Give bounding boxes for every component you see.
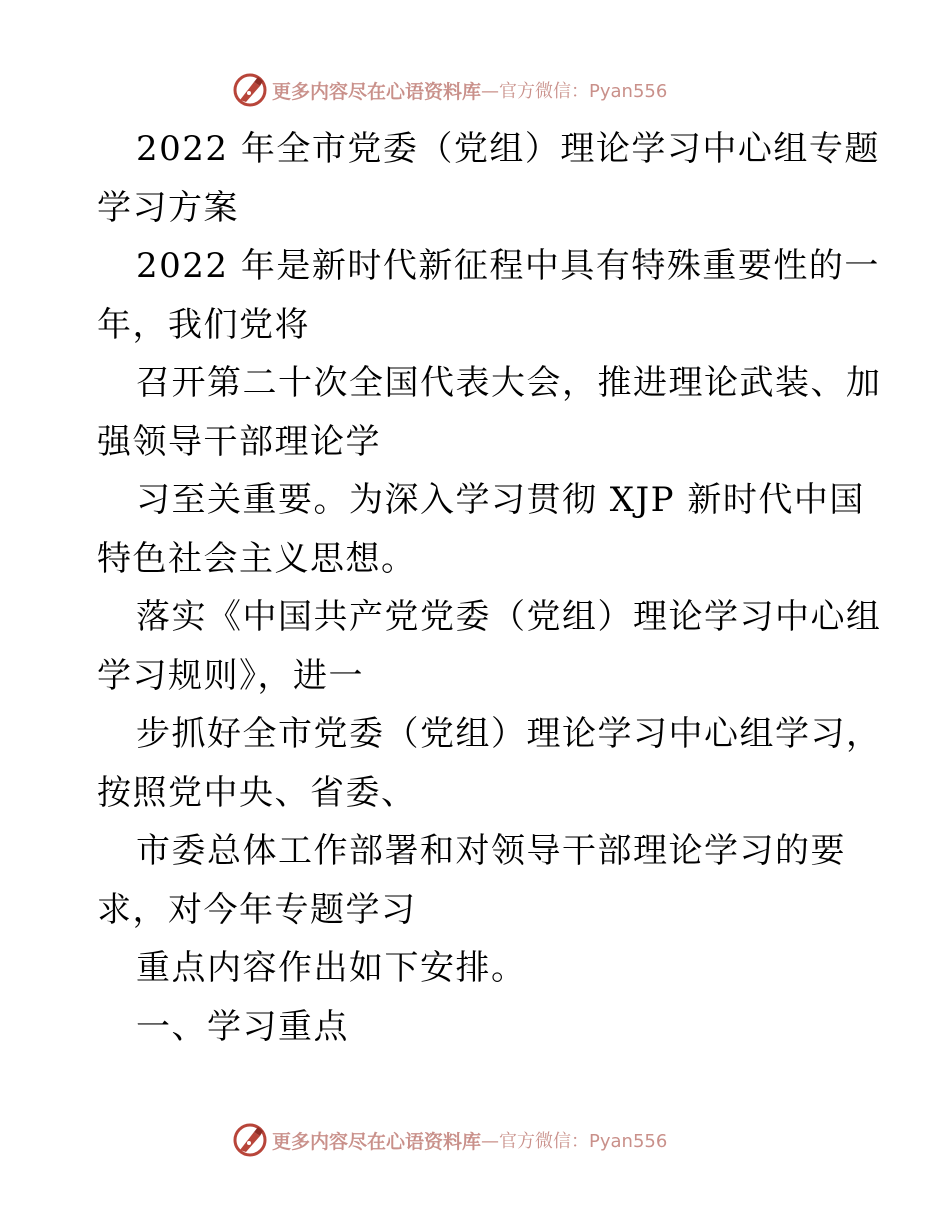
paragraph-line: 习至关重要。为深入学习贯彻 XJP 新时代中国 [136, 480, 865, 520]
section-heading: 一、学习重点 [136, 1006, 349, 1047]
paragraph-line: 特色社会主义思想。 [97, 538, 417, 579]
header-banner [232, 70, 752, 110]
title-line-1: 2022 年全市党委（党组）理论学习中心组专题 [136, 129, 880, 169]
paragraph-line: 年，我们党将 [97, 304, 310, 345]
paragraph-line: 强领导干部理论学 [97, 421, 381, 462]
banner-lead-text: 更多内容尽在心语资料库 [272, 80, 482, 103]
document-body [97, 120, 882, 1056]
footer-banner [232, 1120, 752, 1160]
paragraph-line: 学习规则》，进一 [97, 655, 364, 696]
paragraph-line: 重点内容作出如下安排。 [136, 948, 527, 988]
paragraph-line: 2022 年是新时代新征程中具有特殊重要性的一 [136, 246, 880, 286]
pen-nib-logo-icon [232, 1122, 268, 1158]
pen-nib-logo-icon [232, 72, 268, 108]
banner-wechat-text: —官方微信：Pyan556 [481, 1131, 668, 1152]
paragraph-line: 求，对今年专题学习 [97, 889, 417, 930]
paragraph-line: 召开第二十次全国代表大会，推进理论武装、加 [136, 363, 882, 403]
banner-wechat-text: —官方微信：Pyan556 [481, 81, 668, 102]
paragraph-line: 按照党中央、省委、 [97, 772, 417, 813]
banner-lead-text: 更多内容尽在心语资料库 [272, 1130, 482, 1153]
title-line-2: 学习方案 [97, 187, 239, 228]
paragraph-line: 市委总体工作部署和对领导干部理论学习的要 [136, 831, 846, 871]
paragraph-line: 步抓好全市党委（党组）理论学习中心组学习， [136, 714, 882, 754]
paragraph-line: 落实《中国共产党党委（党组）理论学习中心组 [136, 597, 882, 637]
